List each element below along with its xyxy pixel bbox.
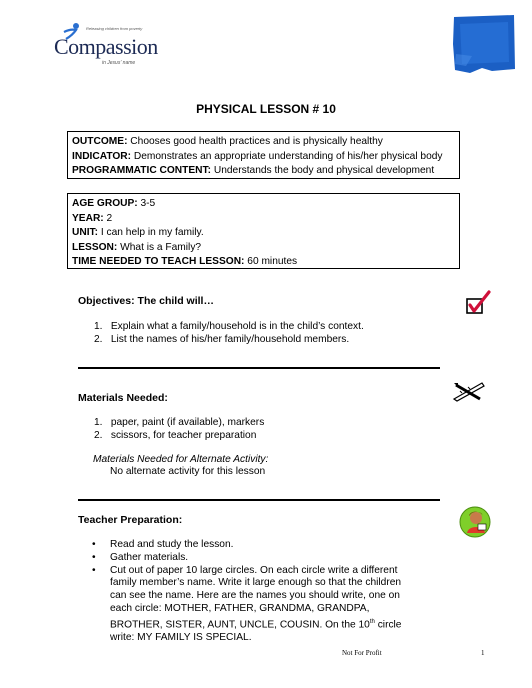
materials-list — [94, 416, 264, 442]
list-item: 1. paper, paint (if available), markers — [94, 417, 265, 428]
logo-subtitle: in Jesus' name — [102, 60, 136, 66]
outcome-box — [67, 131, 460, 179]
unit-line: UNIT: I can help in my family. — [72, 227, 204, 239]
alternate-activity-heading: Materials Needed for Alternate Activity: — [93, 454, 269, 465]
preparation-list — [92, 539, 420, 645]
materials-heading: Materials Needed: — [78, 392, 168, 404]
age-group-line: AGE GROUP: 3-5 — [72, 198, 156, 209]
list-item: 1. Explain what a family/household is in the child’s context. — [94, 321, 364, 332]
teacher-avatar-icon — [458, 505, 492, 544]
list-item: 2. scissors, for teacher preparation — [94, 430, 257, 441]
list-item: • Read and study the lesson. — [92, 539, 234, 550]
year-line: YEAR: 2 — [72, 212, 113, 224]
alternate-activity-text: No alternate activity for this lesson — [110, 466, 266, 477]
checkbox-check-icon — [465, 290, 491, 321]
outcome-line: OUTCOME: Chooses good health practices and is physically healthy — [72, 136, 383, 147]
time-needed-line: TIME NEEDED TO TEACH LESSON: 60 minutes — [72, 256, 298, 268]
objectives-list — [94, 320, 364, 346]
logo-wordmark: Compassion — [54, 34, 158, 59]
footer-note: Not For Profit — [342, 649, 382, 657]
section-divider — [78, 499, 440, 501]
lesson-line: LESSON: What is a Family? — [72, 241, 202, 253]
indicator-line: INDICATOR: Demonstrates an appropriate understanding of his/her physical body — [72, 150, 443, 162]
blue-paint-square — [452, 14, 516, 74]
objectives-heading: Objectives: The child will… — [78, 295, 214, 307]
section-divider — [78, 367, 440, 369]
list-item: • Cut out of paper 10 large circles. On each circle write a different family member’s name. Write it large enough so that the children can see the name. Here are the names you should write, one on each circle: MOTHER, FATHER, GRANDMA, GRANDPA, BROTHER, SISTER, AUNT, UNCLE, COUSIN. On the 10th circle write: MY FAMILY IS SPECIAL. — [92, 564, 402, 643]
lesson-info-box — [67, 193, 460, 269]
teacher-preparation-heading: Teacher Preparation: — [78, 514, 183, 526]
page-number: 1 — [481, 649, 485, 657]
logo-tagline: Releasing children from poverty — [86, 26, 143, 31]
compassion-logo — [52, 24, 164, 70]
pencil-ruler-icon — [452, 379, 486, 408]
programmatic-content-line: PROGRAMMATIC CONTENT: Understands the body and physical development — [72, 165, 435, 177]
list-item: 2. List the names of his/her family/household members. — [94, 334, 350, 345]
page-title: PHYSICAL LESSON # 10 — [196, 102, 336, 116]
list-item: • Gather materials. — [92, 551, 189, 563]
